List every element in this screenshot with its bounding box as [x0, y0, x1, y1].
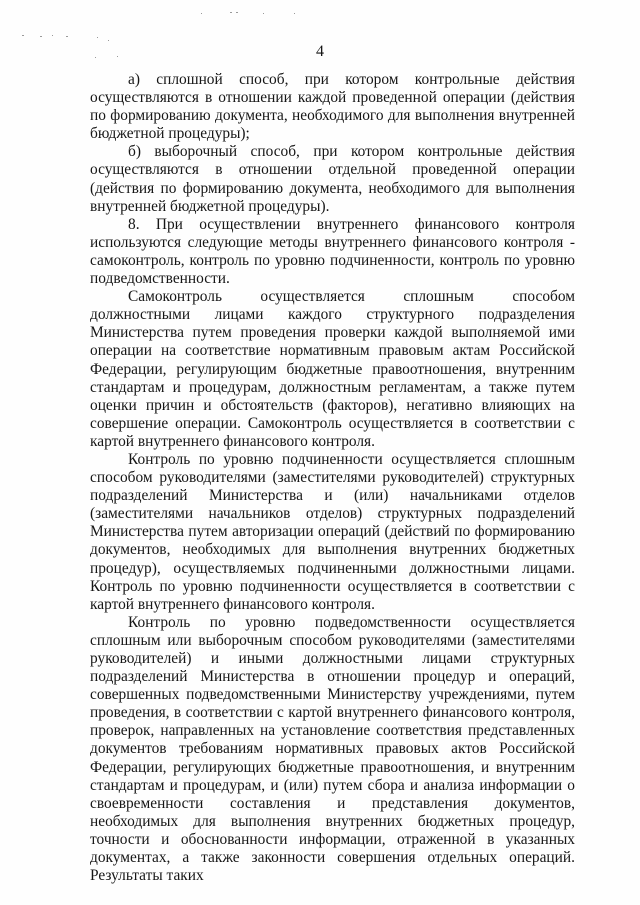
- paragraph-clause-8: 8. При осуществлении внутреннего финансового контроля используются следующие методы внутреннего финансового контроля - самоконтроль, контроль по уровню подчиненности, контроль по уровню подведомственности.: [90, 215, 575, 288]
- paragraph-item-a: а) сплошной способ, при котором контрольные действия осуществляются в отношении каждой проведенной операции (действия по формированию документа, необходимого для выполнения внутренней бюджетной процедуры);: [90, 71, 575, 143]
- paragraph-self-control: Самоконтроль осуществляется сплошным способом должностными лицами каждого структурного подразделения Министерства путем проведения проверки каждой выполняемой ими операции на соответствие нормативным правовым актам Российской Федерации, регулирующим бюджетные правоотношения, внутренним стандартам и процедурам, должностным регламентам, а также путем оценки причин и обстоятельств (факторов), негативно влияющих на совершение операции. Самоконтроль осуществляется в соответствии с картой внутреннего финансового контроля.: [90, 288, 575, 450]
- paragraph-jurisdiction-control: Контроль по уровню подведомственности осуществляется сплошным или выборочным способом руководителями (заместителями руководителей) и иными должностными лицами структурных подразделений Министерства в отношении процедур и операций, совершенных подведомственными Министерству учреждениями, путем проведения, в соответствии с картой внутреннего финансового контроля, проверок, направленных на установление соответствия представленных документов требованиям нормативных правовых актов Российской Федерации, регулирующих бюджетные правоотношения, и внутренним стандартам и процедурам, и (или) путем сбора и анализа информации о своевременности составления и представления документов, необходимых для выполнения внутренних бюджетных процедур, точности и обоснованности информации, отраженной в указанных документах, а также законности совершения отдельных операций. Результаты таких: [90, 613, 575, 885]
- document-body: [90, 71, 575, 885]
- paragraph-subordination-control: Контроль по уровню подчиненности осуществляется сплошным способом руководителями (заместителями руководителей) структурных подразделений Министерства и (или) начальниками отделов (заместителями начальников отделов) структурных подразделений Министерства путем авторизации операций (действий по формированию документов, необходимых для выполнения внутренних бюджетных процедур), осуществляемых подчиненными должностными лицами. Контроль по уровню подчиненности осуществляется в соответствии с картой внутреннего финансового контроля.: [90, 450, 575, 613]
- page-number: 4: [316, 43, 324, 60]
- paragraph-item-b: б) выборочный способ, при котором контрольные действия осуществляются в отношении отдельной проведенной операции (действия по формированию документа, необходимого для выполнения внутренней бюджетной процедуры).: [90, 143, 575, 215]
